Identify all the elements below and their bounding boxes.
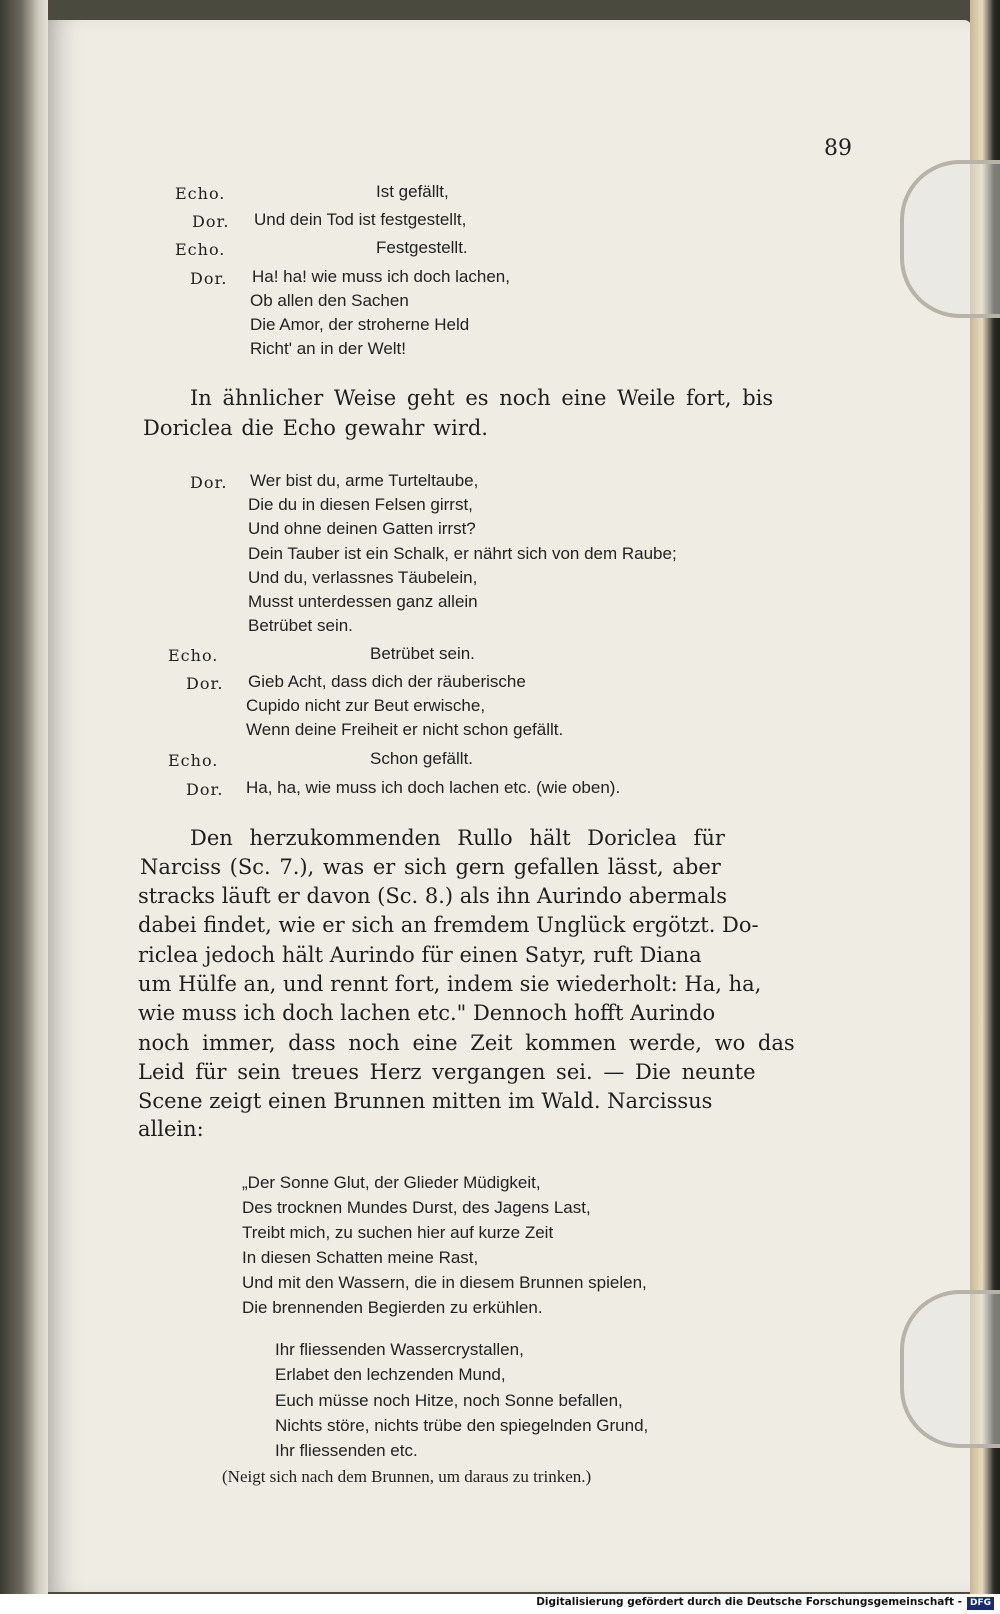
quoted-verse-line: Nichts störe, nichts trübe den spiegelnden Grund, (275, 1416, 649, 1435)
verse-line: Ha, ha, wie muss ich doch lachen etc. (wie oben). (246, 778, 621, 797)
quoted-verse-line: In diesen Schatten meine Rast, (242, 1248, 479, 1267)
verse-line: Wenn deine Freiheit er nicht schon gefällt. (246, 720, 564, 739)
verse-line: Dein Tauber ist ein Schalk, er nährt sich von dem Raube; (248, 544, 677, 563)
stage-direction: (Neigt sich nach dem Brunnen, um daraus zu trinken.) (222, 1467, 592, 1486)
verse-line: Ha! ha! wie muss ich doch lachen, (252, 267, 510, 286)
verse-line: Schon gefällt. (370, 749, 474, 768)
quoted-verse-line: Und mit den Wassern, die in diesem Brunnen spielen, (242, 1273, 647, 1292)
dfg-logo: DFG (967, 1597, 994, 1610)
page-number: 89 (824, 136, 852, 161)
quoted-verse-line: Ihr fliessenden Wassercrystallen, (275, 1340, 524, 1359)
verse-line: Ist gefällt, (376, 182, 449, 201)
prose-line: Scene zeigt einen Brunnen mitten im Wald. Narcissus (138, 1089, 713, 1113)
quoted-verse-line: Die brennenden Begierden zu erkühlen. (242, 1298, 543, 1317)
prose-line: Doriclea die Echo gewahr wird. (143, 416, 488, 440)
verse-line: Und ohne deinen Gatten irrst? (248, 519, 476, 538)
verse-line: Und dein Tod ist festgestellt, (254, 210, 467, 229)
speaker-label: Echo. (175, 240, 226, 259)
quoted-verse-line: Ihr fliessenden etc. (275, 1441, 418, 1460)
speaker-label: Dor. (190, 473, 228, 492)
verse-line: Richt' an in der Welt! (250, 339, 406, 358)
quoted-verse-line: Erlabet den lechzenden Mund, (275, 1365, 506, 1384)
prose-line: stracks läuft er davon (Sc. 8.) als ihn Aurindo abermals (138, 884, 727, 908)
verse-line: Festgestellt. (376, 238, 468, 257)
quoted-verse-line: Euch müsse noch Hitze, noch Sonne befallen, (275, 1391, 623, 1410)
verse-line: Die du in diesen Felsen girrst, (248, 495, 473, 514)
prose-line: dabei findet, wie er sich an fremdem Unglück ergötzt. Do- (138, 913, 759, 937)
quoted-verse-line: Des trocknen Mundes Durst, des Jagens Last, (242, 1198, 591, 1217)
prose-line: riclea jedoch hält Aurindo für einen Satyr, ruft Diana (138, 943, 702, 967)
speaker-label: Echo. (168, 646, 219, 665)
quoted-verse-line: „Der Sonne Glut, der Glieder Müdigkeit, (242, 1173, 541, 1192)
prose-line: In ähnlicher Weise geht es noch eine Weile fort, bis (190, 386, 774, 410)
prose-line: Narciss (Sc. 7.), was er sich gern gefallen lässt, aber (140, 855, 721, 879)
speaker-label: Dor. (186, 674, 224, 693)
verse-line: Cupido nicht zur Beut erwische, (246, 696, 486, 715)
verse-line: Betrübet sein. (248, 616, 353, 635)
verse-line: Betrübet sein. (370, 644, 475, 663)
verse-line: Wer bist du, arme Turteltaube, (250, 471, 479, 490)
speaker-label: Echo. (175, 184, 226, 203)
speaker-label: Dor. (190, 269, 228, 288)
verse-line: Musst unterdessen ganz allein (248, 592, 478, 611)
prose-line: noch immer, dass noch eine Zeit kommen werde, wo das (138, 1031, 795, 1055)
verse-line: Die Amor, der stroherne Held (250, 315, 470, 334)
prose-line: allein: (138, 1117, 204, 1141)
verse-line: Und du, verlassnes Täubelein, (248, 568, 478, 587)
funding-notice: Digitalisierung gefördert durch die Deutsche Forschungsgemeinschaft - (536, 1596, 962, 1608)
prose-line: wie muss ich doch lachen etc." Dennoch hofft Aurindo (138, 1001, 716, 1025)
prose-line: Leid für sein treues Herz vergangen sei. — Die neunte (138, 1060, 756, 1084)
verse-line: Gieb Acht, dass dich der räuberische (248, 672, 526, 691)
speaker-label: Echo. (168, 751, 219, 770)
quoted-verse-line: Treibt mich, zu suchen hier auf kurze Zeit (242, 1223, 554, 1242)
verse-line: Ob allen den Sachen (250, 291, 409, 310)
prose-line: Den herzukommenden Rullo hält Doriclea für (190, 826, 725, 850)
prose-line: um Hülfe an, und rennt fort, indem sie wiederholt: Ha, ha, (138, 972, 762, 996)
speaker-label: Dor. (192, 212, 230, 231)
speaker-label: Dor. (186, 780, 224, 799)
